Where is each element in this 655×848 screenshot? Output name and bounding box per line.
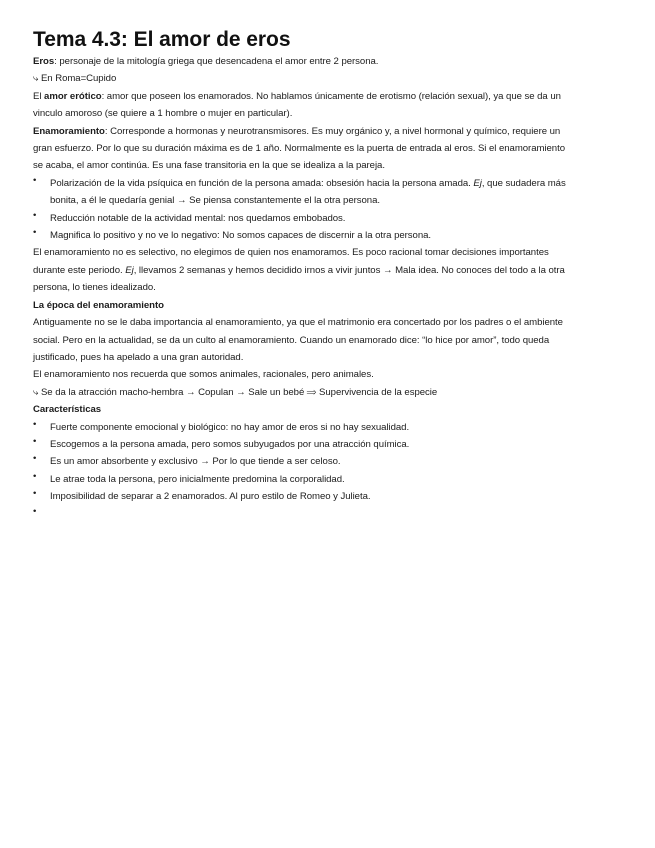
bullet-icon: • bbox=[33, 505, 37, 517]
roma-note: ⤷ En Roma=Cupido bbox=[33, 73, 117, 85]
list-item: • Reducción notable de la actividad mental: nos quedamos embobados. bbox=[33, 209, 346, 224]
bullet-icon: • bbox=[33, 488, 37, 500]
document-page bbox=[33, 27, 627, 523]
enamoramiento-list bbox=[33, 175, 627, 245]
bullet-icon: • bbox=[33, 435, 37, 447]
list-item: • Le atrae toda la persona, pero inicialmente predomina la corporalidad. bbox=[33, 470, 345, 485]
bullet-icon: • bbox=[33, 470, 37, 482]
bullet-icon: • bbox=[33, 209, 37, 221]
list-item: • Escogemos a la persona amada, pero somos subyugados por una atracción química. bbox=[33, 435, 410, 450]
list-item: • Imposibilidad de separar a 2 enamorados. Al puro estilo de Romeo y Julieta. bbox=[33, 488, 371, 503]
amor-erotico-line2: vinculo amoroso (se quiere a 1 hombre o mujer en particular). bbox=[33, 108, 293, 120]
amor-erotico-term: amor erótico bbox=[44, 90, 102, 102]
bullet-icon: • bbox=[33, 418, 37, 430]
eros-text: : personaje de la mitología griega que desencadena el amor entre 2 persona. bbox=[54, 56, 379, 67]
epoca-line3: justificado, pues ha apelado a una gran autoridad. bbox=[33, 351, 244, 363]
list-item: • Fuerte componente emocional y biológico: no hay amor de eros si no hay sexualidad. bbox=[33, 418, 410, 433]
list-item: • Polarización de la vida psíquica en función de la persona amada: obsesión hacia la persona amada. Ej, que sudadera más bonita, a él le quedaría genial → Se piensa constantemente el la otra persona. bbox=[33, 174, 566, 207]
eros-definition bbox=[33, 53, 627, 70]
list-item: • Es un amor absorbente y exclusivo → Por lo que tiende a ser celoso. bbox=[33, 453, 341, 468]
enamoramiento-line3: se acaba, el amor continúa. Es una fase transitoria en la que se idealiza a la pareja. bbox=[33, 160, 385, 172]
epoca-line2: social. Pero en la actualidad, se da un culto al enamoramiento. Cuando un enamorado dice: “lo hice por amor”, todo queda bbox=[33, 334, 550, 346]
no-selectivo-line1: El enamoramiento no es selectivo, no elegimos de quien nos enamoramos. Es poco racional tomar decisiones importantes bbox=[33, 247, 549, 259]
bullet-icon: • bbox=[33, 174, 37, 186]
no-selectivo-line2: durante este periodo. Ej, llevamos 2 semanas y hemos decidido irnos a vivir juntos → Mala idea. No conoces del todo a la otra bbox=[33, 264, 565, 276]
epoca-heading: La época del enamoramiento bbox=[33, 299, 164, 311]
no-selectivo-line3: persona, lo tienes idealizado. bbox=[33, 282, 156, 294]
enamoramiento-term: Enamoramiento bbox=[33, 125, 105, 137]
epoca-line1: Antiguamente no se le daba importancia al enamoramiento, ya que el matrimonio era concertado por los padres o el ambiente bbox=[33, 317, 563, 329]
caracteristicas-heading: Características bbox=[33, 404, 102, 416]
list-item bbox=[33, 506, 627, 523]
eros-term: Eros bbox=[33, 56, 55, 67]
bullet-icon: • bbox=[33, 227, 37, 239]
page-title: Tema 4.3: El amor de eros bbox=[33, 28, 291, 51]
amor-erotico-line1: El amor erótico: amor que poseen los enamorados. No hablamos únicamente de erotismo (relación sexual), ya que se da un bbox=[33, 90, 561, 102]
bullet-icon: • bbox=[33, 453, 37, 465]
epoca-line5: ⤷ Se da la atracción macho-hembra → Copulan → Sale un bebé ⟹ Supervivencia de la especie bbox=[33, 386, 438, 398]
caracteristicas-list bbox=[33, 419, 627, 523]
list-item: • Magnifica lo positivo y no ve lo negativo: No somos capaces de discernir a la otra persona. bbox=[33, 227, 432, 242]
enamoramiento-line2: gran esfuerzo. Por lo que su duración máxima es de 1 año. Normalmente es la puerta de entrada al eros. Si el enamoramiento bbox=[33, 143, 565, 155]
enamoramiento-line1: Enamoramiento: Corresponde a hormonas y neurotransmisores. Es muy orgánico y, a nivel hormonal y químico, requiere un bbox=[33, 125, 561, 137]
epoca-line4: El enamoramiento nos recuerda que somos animales, racionales, pero animales. bbox=[33, 369, 374, 381]
